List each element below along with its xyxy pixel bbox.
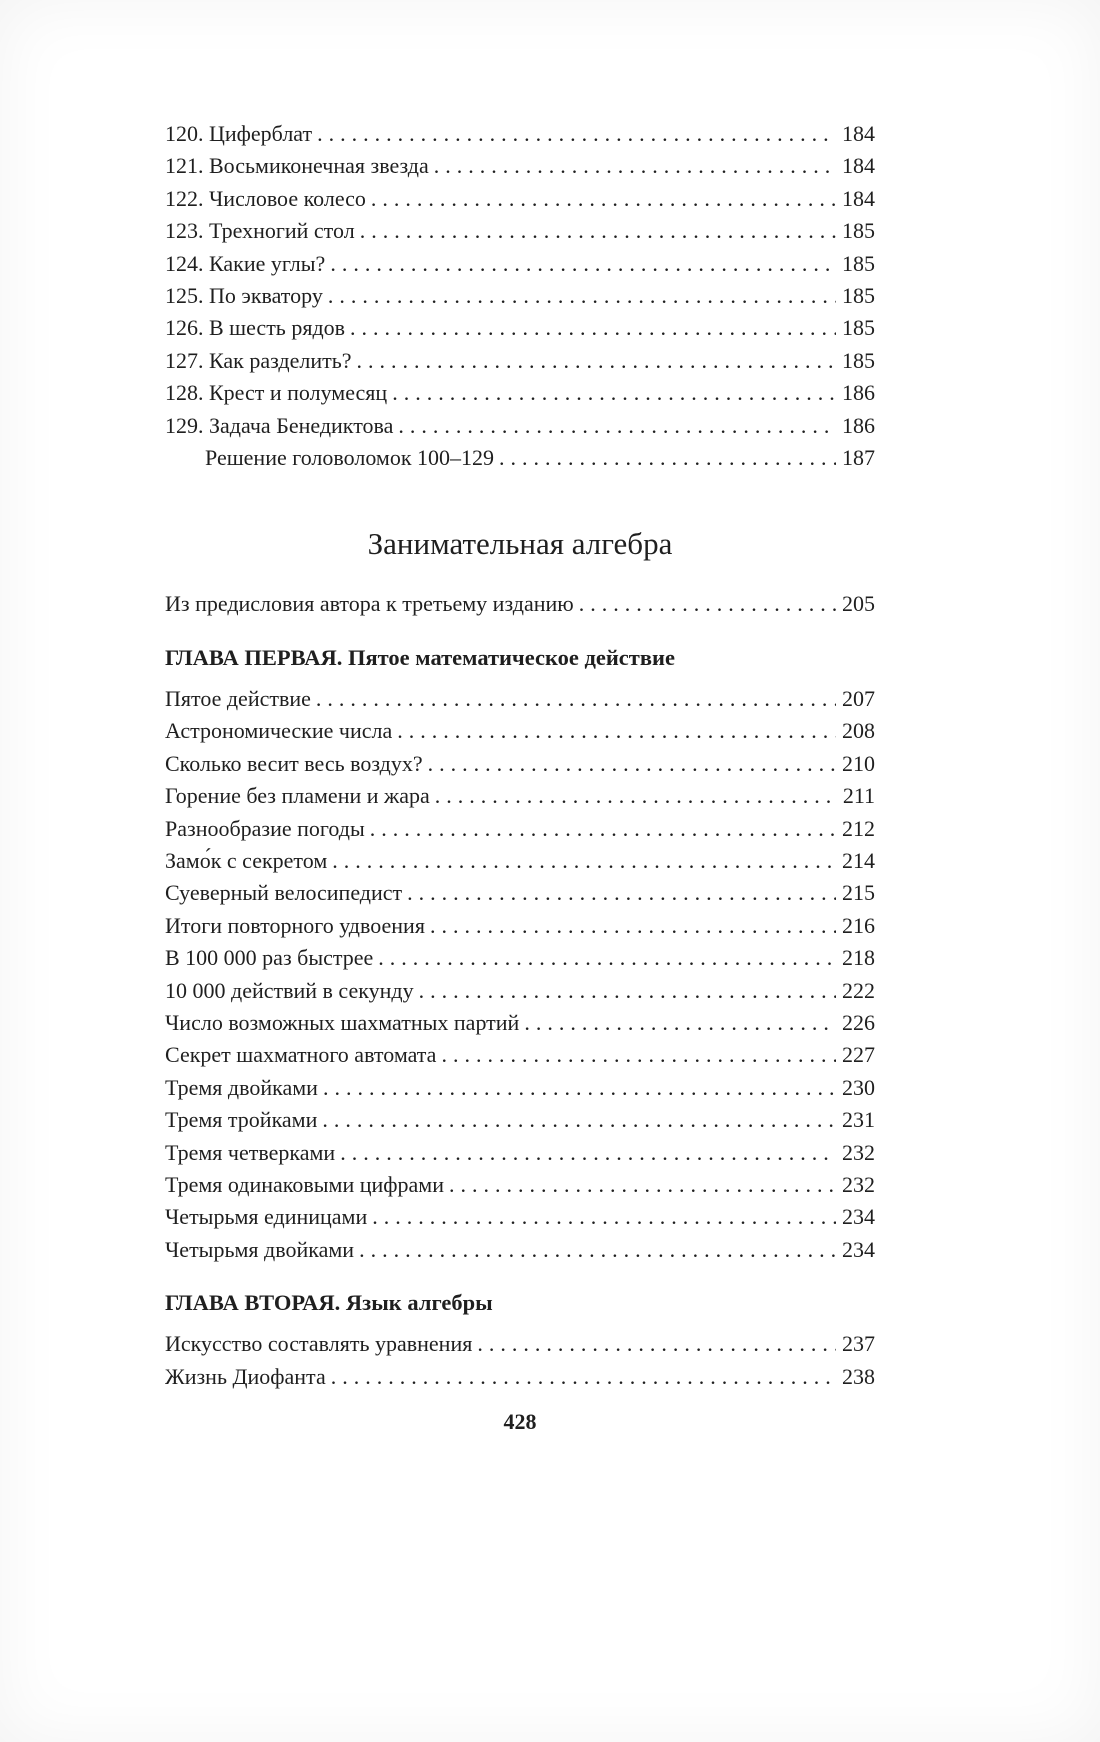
toc-entry-page: 226	[842, 1009, 875, 1035]
toc-entry-page: 234	[842, 1236, 875, 1262]
toc-entry	[165, 150, 875, 182]
toc-entry	[165, 1169, 875, 1201]
toc-entry-title: Четырьмя двойками	[165, 1236, 355, 1262]
toc-entry	[165, 248, 875, 280]
toc-entry-page: 232	[842, 1171, 875, 1197]
dot-leader	[430, 910, 836, 942]
toc-entry-page: 222	[842, 977, 875, 1003]
toc-entry-page: 230	[842, 1074, 875, 1100]
dot-leader	[398, 410, 836, 442]
toc-entry-page: 218	[842, 945, 875, 971]
toc-entry-page: 227	[842, 1042, 875, 1068]
toc-entry	[165, 1104, 875, 1136]
toc-entry	[165, 215, 875, 247]
toc-entry-page: 210	[842, 750, 875, 776]
dot-leader	[419, 975, 836, 1007]
dot-leader	[331, 1361, 836, 1393]
toc-entry-title: Тремя одинаковыми цифрами	[165, 1171, 444, 1197]
dot-leader	[371, 183, 836, 215]
toc-entry-title: Искусство составлять уравнения	[165, 1331, 473, 1357]
toc-entry-title: Пятое действие	[165, 685, 311, 711]
chapter-heading: ГЛАВА ПЕРВАЯ. Пятое математическое действие	[165, 644, 675, 670]
dot-leader	[499, 442, 836, 474]
toc-entry-title: 120. Циферблат	[165, 121, 313, 146]
toc-entry-page: 187	[842, 445, 875, 471]
toc-entry-title: 125. По экватору	[165, 283, 323, 309]
dot-leader	[435, 780, 837, 812]
toc-entry	[165, 942, 875, 974]
toc-entry-page: 185	[842, 315, 875, 341]
toc-entry	[165, 1328, 875, 1360]
toc-entry-title: Тремя тройками	[165, 1107, 318, 1133]
toc-entry	[165, 1007, 875, 1039]
dot-leader	[350, 312, 836, 344]
toc-entry-page: 214	[842, 847, 875, 873]
toc-entry	[165, 780, 875, 812]
toc-entry	[165, 715, 875, 747]
toc-entry-title: 124. Какие углы?	[165, 250, 326, 276]
dot-leader	[332, 845, 836, 877]
dot-leader	[323, 1072, 836, 1104]
toc-entry-title: Четырьмя единицами	[165, 1204, 368, 1230]
toc-entry	[165, 345, 875, 377]
toc-entry	[165, 748, 875, 780]
dot-leader	[360, 215, 836, 247]
dot-leader	[328, 280, 836, 312]
toc-entry	[165, 975, 875, 1007]
toc-entry-page: 216	[842, 912, 875, 938]
toc-entry-page: 207	[842, 685, 875, 711]
toc-entry-title: Замо́к с секретом	[165, 847, 328, 873]
dot-leader	[317, 118, 836, 150]
toc-entry-page: 237	[842, 1331, 875, 1357]
toc-entry	[165, 1072, 875, 1104]
dot-leader	[340, 1137, 836, 1169]
toc-entry-title: Жизнь Диофанта	[165, 1363, 326, 1389]
toc-entry-page: 205	[842, 591, 875, 617]
toc-entry-page: 186	[842, 412, 875, 438]
dot-leader	[392, 377, 836, 409]
toc-entry-title: Секрет шахматного автомата	[165, 1042, 437, 1068]
toc-entry-title: 128. Крест и полумесяц	[165, 380, 388, 406]
dot-leader	[441, 1039, 836, 1071]
toc-entry-page: 212	[842, 815, 875, 841]
toc-entry	[165, 1137, 875, 1169]
toc-entry	[165, 377, 875, 409]
toc-entry-title: 127. Как разделить?	[165, 347, 352, 373]
toc-entry-title: В 100 000 раз быстрее	[165, 945, 374, 971]
toc-entry-page: 211	[842, 783, 875, 809]
toc-entry-page: 238	[842, 1363, 875, 1389]
toc-entry	[165, 1361, 875, 1393]
dot-leader	[330, 248, 836, 280]
dot-leader	[428, 748, 836, 780]
toc-entry-title: 126. В шесть рядов	[165, 315, 346, 341]
toc-entry	[165, 845, 875, 877]
toc-entry-page: 231	[842, 1107, 875, 1133]
toc-entry-title: Сколько весит весь воздух?	[165, 750, 423, 776]
dot-leader	[322, 1104, 836, 1136]
dot-leader	[434, 150, 836, 182]
toc-entry	[165, 410, 875, 442]
dot-leader	[370, 813, 836, 845]
toc-entry-title: 122. Числовое колесо	[165, 185, 366, 211]
toc-entry-title: 123. Трехногий стол	[165, 218, 355, 244]
toc-entry-page: 208	[842, 718, 875, 744]
toc-entry-page: 185	[842, 283, 875, 309]
toc-entry-page: 185	[842, 347, 875, 373]
toc-entry-page: 184	[842, 121, 875, 146]
toc-entry	[165, 588, 875, 620]
toc-entry-page: 232	[842, 1139, 875, 1165]
toc-entry-page: 234	[842, 1204, 875, 1230]
toc-entry-title: Тремя четверками	[165, 1139, 336, 1165]
toc-entry-title: Решение головоломок 100–129	[205, 445, 495, 471]
toc-entry-title: Итоги повторного удвоения	[165, 912, 425, 938]
toc-entry	[165, 1234, 875, 1266]
dot-leader	[378, 942, 836, 974]
toc-entry-page: 215	[842, 880, 875, 906]
toc-list	[165, 118, 875, 1393]
toc-entry-title: Суеверный велосипедист	[165, 880, 403, 906]
toc-entry	[165, 312, 875, 344]
toc-entry-page: 186	[842, 380, 875, 406]
toc-entry-title: Разнообразие погоды	[165, 815, 365, 841]
dot-leader	[357, 345, 836, 377]
toc-entry	[165, 118, 875, 150]
toc-entry-page: 184	[842, 153, 875, 179]
toc-entry	[165, 442, 875, 474]
toc-entry	[165, 813, 875, 845]
toc-entry-page: 184	[842, 185, 875, 211]
page-number: 428	[503, 1409, 537, 1434]
toc-entry-title: 129. Задача Бенедиктова	[165, 412, 394, 438]
toc-entry	[165, 183, 875, 215]
toc-entry	[165, 280, 875, 312]
toc-entry-title: 121. Восьмиконечная звезда	[165, 153, 429, 179]
dot-leader	[316, 683, 836, 715]
dot-leader	[397, 715, 836, 747]
toc-entry-page: 185	[842, 218, 875, 244]
toc-entry-title: Из предисловия автора к третьему изданию	[165, 591, 574, 617]
toc-entry	[165, 877, 875, 909]
toc-entry-title: Астрономические числа	[165, 718, 393, 744]
toc-entry	[165, 1039, 875, 1071]
toc-entry-title: Тремя двойками	[165, 1074, 318, 1100]
dot-leader	[449, 1169, 836, 1201]
book-section-title: Занимательная алгебра	[367, 526, 673, 562]
toc-entry	[165, 1201, 875, 1233]
dot-leader	[524, 1007, 836, 1039]
dot-leader	[359, 1234, 836, 1266]
dot-leader	[407, 877, 836, 909]
toc-entry-title: Горение без пламени и жара	[165, 783, 430, 809]
toc-entry-page: 185	[842, 250, 875, 276]
toc-entry-title: Число возможных шахматных партий	[165, 1009, 520, 1035]
dot-leader	[579, 588, 836, 620]
toc-entry	[165, 683, 875, 715]
dot-leader	[477, 1328, 836, 1360]
toc-entry	[165, 910, 875, 942]
chapter-heading: ГЛАВА ВТОРАЯ. Язык алгебры	[165, 1290, 493, 1316]
dot-leader	[372, 1201, 836, 1233]
toc-entry-title: 10 000 действий в секунду	[165, 977, 414, 1003]
